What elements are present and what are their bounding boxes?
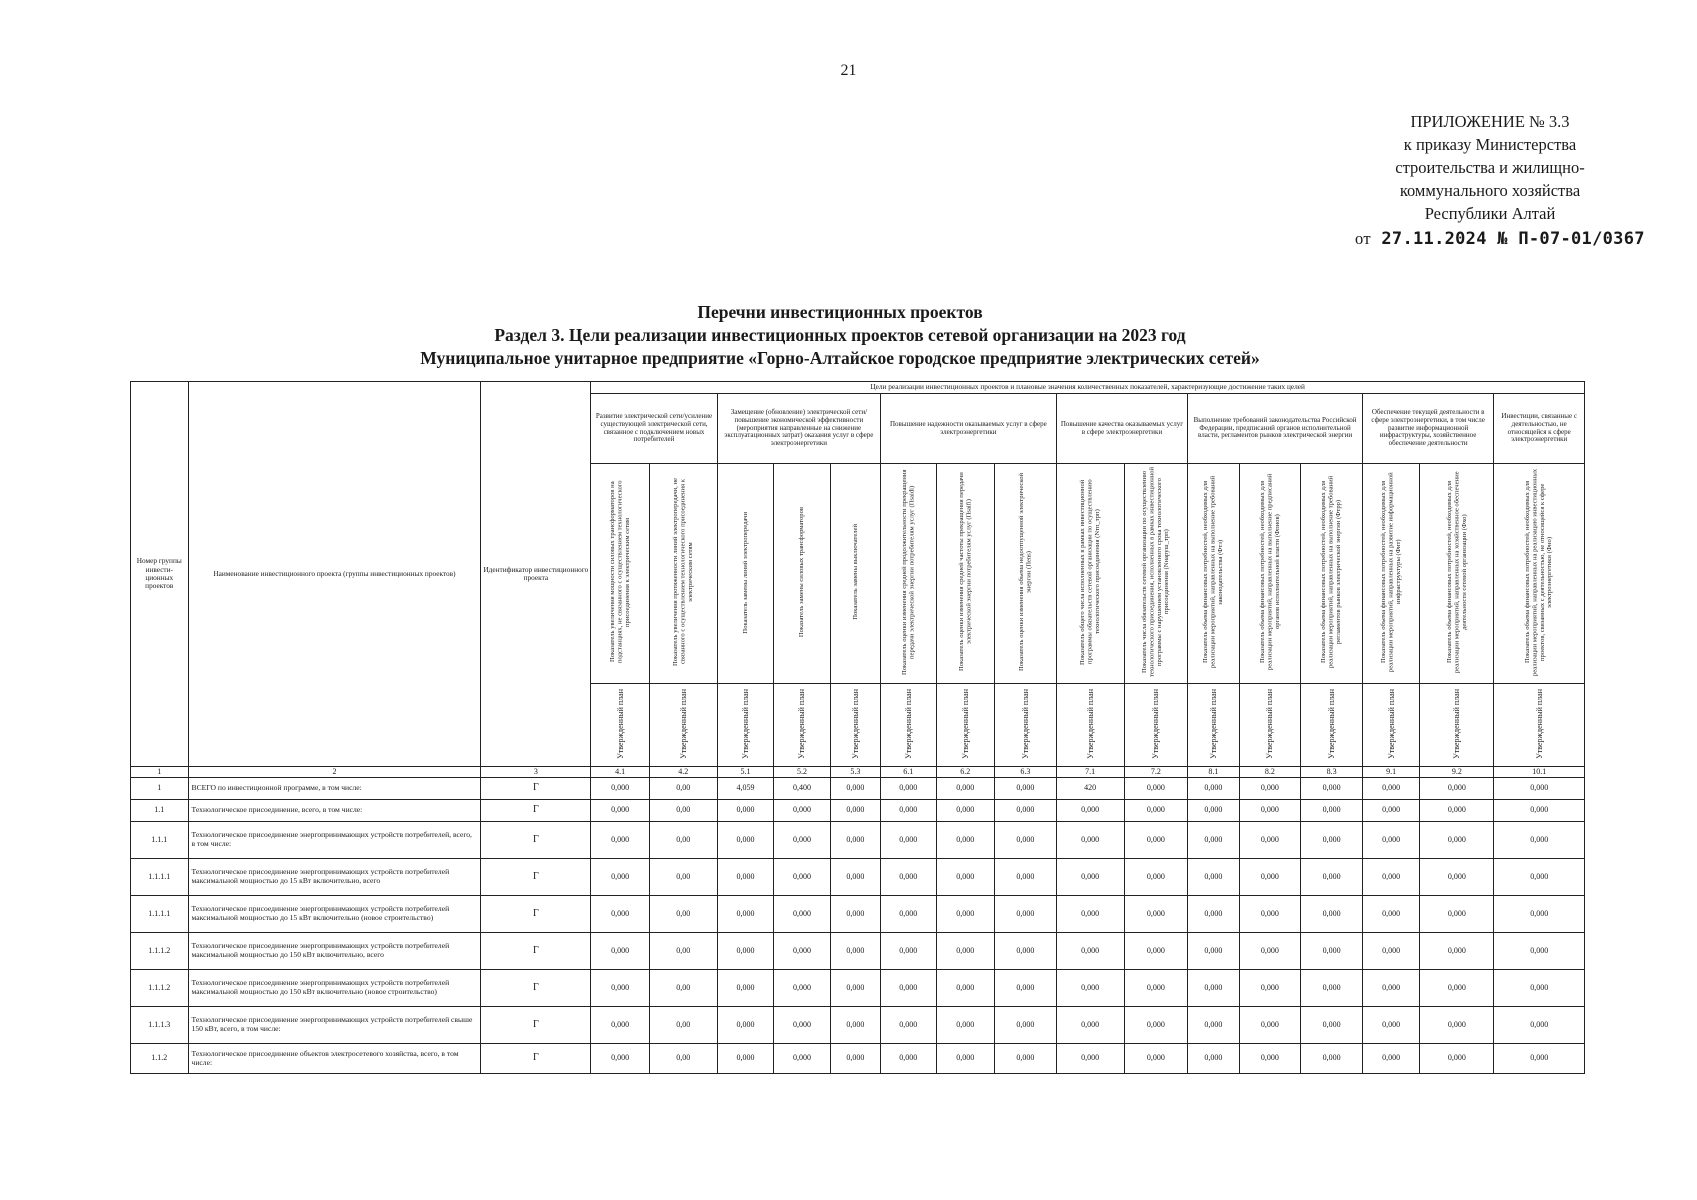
row-value: 0,000	[717, 970, 774, 1007]
row-value: 0,000	[1188, 1007, 1239, 1044]
column-number: 5.2	[774, 767, 831, 778]
row-value: 0,000	[1124, 822, 1188, 859]
row-value: 0,000	[1188, 800, 1239, 822]
row-value: 0,000	[717, 933, 774, 970]
indicator-header	[717, 464, 774, 684]
row-value: 0,000	[1494, 800, 1585, 822]
row-value: 0,000	[1420, 933, 1494, 970]
plan-label: Утвержденный план	[740, 688, 750, 759]
indicator-label: Показатель замены силовых трансформаторов	[798, 507, 806, 638]
table-row	[131, 933, 1585, 970]
row-value: 0,000	[830, 822, 880, 859]
order-reference	[1355, 227, 1645, 251]
row-value: 0,000	[1239, 933, 1301, 970]
row-value: 0,000	[1362, 1044, 1420, 1074]
row-value: 0,000	[1420, 1007, 1494, 1044]
row-value: 0,000	[830, 970, 880, 1007]
plan-header	[1420, 684, 1494, 767]
plan-label: Утвержденный план	[797, 688, 807, 759]
plan-header	[830, 684, 880, 767]
row-value: 0,000	[774, 1044, 831, 1074]
row-value: 0,00	[649, 822, 717, 859]
row-value: 0,000	[1188, 859, 1239, 896]
table-row	[131, 778, 1585, 800]
indicator-label: Показатель объема финансовых потребностей, необходимых для реализации мероприятий, направленных на выполнение предписаний органов исполнительной власти (Фпиов)	[1258, 474, 1281, 671]
row-value: 0,000	[717, 800, 774, 822]
plan-header	[995, 684, 1057, 767]
header-group: Замещение (обновление) электрической сети/повышение экономической эффективности (мероприятия направленные на снижение эксплуатационных затрат) оказания услуг в сфере электроэнергетики	[717, 394, 880, 464]
row-value: 0,000	[936, 896, 995, 933]
row-identifier: Г	[481, 1044, 591, 1074]
row-identifier: Г	[481, 896, 591, 933]
row-value: 0,00	[649, 1007, 717, 1044]
row-value: 0,00	[649, 970, 717, 1007]
order-prefix: от	[1355, 229, 1371, 248]
row-value: 0,000	[717, 1044, 774, 1074]
row-project-name: Технологическое присоединение энергопринимающих устройств потребителей, всего, в том числе:	[188, 822, 481, 859]
row-value: 0,000	[1056, 1044, 1124, 1074]
row-value: 0,000	[591, 859, 650, 896]
row-value: 0,000	[995, 822, 1057, 859]
row-group-number: 1.1.1.1	[131, 896, 189, 933]
row-value: 0,000	[717, 896, 774, 933]
header-goals: Цели реализации инвестиционных проектов и плановые значения количественных показателей, характеризующие достижение таких целей	[591, 382, 1585, 394]
indicator-header	[1124, 464, 1188, 684]
header-project-name: Наименование инвестиционного проекта (группы инвестиционных проектов)	[188, 382, 481, 767]
plan-label: Утвержденный план	[1085, 688, 1095, 759]
row-value: 0,000	[1124, 1007, 1188, 1044]
row-value: 0,000	[830, 778, 880, 800]
row-value: 0,000	[1188, 778, 1239, 800]
row-value: 0,000	[1188, 933, 1239, 970]
table-row	[131, 859, 1585, 896]
indicator-label: Показатель увеличения протяженности линий электропередачи, не связанного с осуществлением технологического присоединения к электрическим сетям	[672, 478, 694, 667]
indicator-header	[1420, 464, 1494, 684]
row-value: 0,000	[1239, 778, 1301, 800]
table-row	[131, 822, 1585, 859]
plan-header	[717, 684, 774, 767]
order-number: 27.11.2024 № П-07-01/0367	[1381, 229, 1645, 249]
row-value: 0,000	[1362, 778, 1420, 800]
indicator-header	[1301, 464, 1363, 684]
column-number: 9.2	[1420, 767, 1494, 778]
row-project-name: Технологическое присоединение энергопринимающих устройств потребителей максимальной мощностью до 15 кВт включительно (новое строительство)	[188, 896, 481, 933]
header-group-number: Номер группы инвести-ционных проектов	[131, 382, 189, 767]
plan-label: Утвержденный план	[1452, 688, 1462, 759]
indicator-label: Показатель объема финансовых потребностей, необходимых для реализации мероприятий, направленных на хозяйственное обеспечение деятельности сетевой организации (Фхо)	[1445, 471, 1468, 674]
row-value: 0,000	[1494, 933, 1585, 970]
row-value: 0,000	[1301, 800, 1363, 822]
column-number: 6.3	[995, 767, 1057, 778]
row-value: 0,000	[881, 800, 936, 822]
header-group: Развитие электрической сети/усиление существующей электрической сети, связанное с подключением новых потребителей	[591, 394, 717, 464]
row-identifier: Г	[481, 1007, 591, 1044]
plan-label: Утвержденный план	[850, 688, 860, 759]
indicator-header	[1239, 464, 1301, 684]
table-row	[131, 1044, 1585, 1074]
header-group: Выполнение требований законодательства Российской Федерации, предписаний органов исполнительной власти, регламентов рынков электрической энергии	[1188, 394, 1363, 464]
row-value: 420	[1056, 778, 1124, 800]
row-value: 0,000	[936, 800, 995, 822]
row-value: 0,000	[774, 1007, 831, 1044]
plan-header	[774, 684, 831, 767]
appendix-line: ПРИЛОЖЕНИЕ № 3.3	[1410, 112, 1570, 131]
row-value: 0,00	[649, 1044, 717, 1074]
row-value: 0,00	[649, 896, 717, 933]
appendix-block	[1355, 110, 1645, 251]
plan-header	[1494, 684, 1585, 767]
indicator-label: Показатель общего числа исполненных в рамках инвестиционной программы обязательств сетевой организации по осуществлению технологического присоединения (Nтп_трп)	[1079, 479, 1101, 665]
column-number: 4.1	[591, 767, 650, 778]
row-value: 0,000	[1301, 933, 1363, 970]
row-value: 0,000	[1362, 970, 1420, 1007]
row-identifier: Г	[481, 970, 591, 1007]
row-value: 0,000	[591, 1044, 650, 1074]
row-project-name: Технологическое присоединение, всего, в том числе:	[188, 800, 481, 822]
indicator-header	[1056, 464, 1124, 684]
row-value: 4,059	[717, 778, 774, 800]
plan-label: Утвержденный план	[960, 688, 970, 759]
plan-header	[936, 684, 995, 767]
row-value: 0,000	[1188, 896, 1239, 933]
row-value: 0,000	[936, 933, 995, 970]
row-value: 0,000	[1420, 859, 1494, 896]
row-value: 0,000	[1420, 1044, 1494, 1074]
row-value: 0,000	[936, 970, 995, 1007]
header-row-top	[131, 382, 1585, 394]
row-value: 0,000	[591, 896, 650, 933]
row-value: 0,00	[649, 800, 717, 822]
indicator-header	[649, 464, 717, 684]
title-line-3: Муниципальное унитарное предприятие «Горно-Алтайское городское предприятие электрических сетей»	[420, 348, 1260, 368]
column-number: 10.1	[1494, 767, 1585, 778]
indicator-label: Показатель оценки изменения объема недоотпущенной электрической энергии (Пens)	[1017, 473, 1033, 672]
row-value: 0,000	[881, 1007, 936, 1044]
plan-label: Утвержденный план	[1534, 688, 1544, 759]
row-value: 0,000	[1056, 822, 1124, 859]
indicator-label: Показатель увеличения мощности силовых трансформаторов на подстанциях, не связанного с осуществлением технологического присоединения к электрическим сетям	[608, 481, 631, 664]
row-value: 0,000	[1494, 822, 1585, 859]
row-value: 0,000	[591, 970, 650, 1007]
row-value: 0,000	[1420, 896, 1494, 933]
indicator-label: Показатель оценки изменения средней частоты прекращения передачи электрической энергии потребителям услуг (Пsaifi)	[957, 472, 973, 672]
row-value: 0,000	[1301, 896, 1363, 933]
row-value: 0,000	[1420, 970, 1494, 1007]
indicator-header	[881, 464, 936, 684]
row-value: 0,000	[1056, 1007, 1124, 1044]
header-group: Инвестиции, связанные с деятельностью, не относящейся к сфере электроэнергетики	[1494, 394, 1585, 464]
row-group-number: 1.1.1.2	[131, 933, 189, 970]
row-value: 0,000	[1239, 800, 1301, 822]
row-value: 0,000	[1239, 822, 1301, 859]
indicator-header	[995, 464, 1057, 684]
page-number: 21	[840, 62, 857, 79]
row-value: 0,000	[1239, 896, 1301, 933]
row-value: 0,000	[881, 896, 936, 933]
row-value: 0,000	[1420, 778, 1494, 800]
row-value: 0,000	[830, 1044, 880, 1074]
column-number: 7.1	[1056, 767, 1124, 778]
row-value: 0,000	[1362, 859, 1420, 896]
row-value: 0,000	[830, 896, 880, 933]
row-value: 0,000	[591, 822, 650, 859]
row-value: 0,000	[830, 800, 880, 822]
row-value: 0,000	[995, 1007, 1057, 1044]
column-number: 3	[481, 767, 591, 778]
row-value: 0,000	[1239, 970, 1301, 1007]
row-value: 0,000	[1301, 1007, 1363, 1044]
row-value: 0,000	[1362, 1007, 1420, 1044]
row-value: 0,000	[1494, 778, 1585, 800]
appendix-line: Республики Алтай	[1424, 204, 1556, 223]
row-value: 0,000	[936, 1044, 995, 1074]
row-value: 0,000	[1301, 859, 1363, 896]
column-number: 5.1	[717, 767, 774, 778]
table-row	[131, 970, 1585, 1007]
row-project-name: Технологическое присоединение объектов электросетевого хозяйства, всего, в том числе:	[188, 1044, 481, 1074]
plan-header	[1188, 684, 1239, 767]
row-value: 0,000	[1362, 933, 1420, 970]
indicator-header	[830, 464, 880, 684]
row-value: 0,000	[936, 1007, 995, 1044]
indicator-label: Показатель объема финансовых потребностей, необходимых для реализации мероприятий, направленных на реализацию инвестиционных проектов, связанных с деятельностью, не относящейся к сфере электроэнергетики (Фно)	[1524, 468, 1554, 676]
row-project-name: Технологическое присоединение энергопринимающих устройств потребителей максимальной мощностью до 150 кВт включительно (новое строительство)	[188, 970, 481, 1007]
plan-label: Утвержденный план	[1386, 688, 1396, 759]
row-value: 0,00	[649, 933, 717, 970]
row-value: 0,000	[1124, 800, 1188, 822]
indicator-label: Показатель оценки изменения средней продолжительности прекращения передачи электрической энергии потребителям услуг (Пsaidi)	[900, 469, 916, 676]
header-group: Повышение надежности оказываемых услуг в сфере электроэнергетики	[881, 394, 1057, 464]
row-identifier: Г	[481, 933, 591, 970]
row-group-number: 1.1	[131, 800, 189, 822]
indicator-label: Показатель объема финансовых потребностей, необходимых для реализации мероприятий, направленных на развитие информационной инфраструктуры (Фит)	[1380, 472, 1402, 673]
row-identifier: Г	[481, 859, 591, 896]
row-group-number: 1	[131, 778, 189, 800]
plan-header	[591, 684, 650, 767]
header-identifier: Идентификатор инвестиционного проекта	[481, 382, 591, 767]
indicator-label: Показатель объема финансовых потребностей, необходимых для реализации мероприятий, направленных на выполнение требований законодательства (Фтз)	[1202, 476, 1225, 669]
header-group: Обеспечение текущей деятельности в сфере электроэнергетики, в том числе развитие информационной инфраструктуры, хозяйственное обеспечение деятельности	[1362, 394, 1494, 464]
document-titles	[300, 301, 1380, 370]
header-group: Повышение качества оказываемых услуг в сфере электроэнергетики	[1056, 394, 1188, 464]
row-project-name: Технологическое присоединение энергопринимающих устройств потребителей максимальной мощностью до 150 кВт включительно, всего	[188, 933, 481, 970]
indicator-header	[936, 464, 995, 684]
plan-header	[1124, 684, 1188, 767]
table-row	[131, 1007, 1585, 1044]
column-number: 8.2	[1239, 767, 1301, 778]
row-value: 0,000	[1056, 896, 1124, 933]
row-value: 0,000	[1239, 859, 1301, 896]
indicator-header	[1494, 464, 1585, 684]
row-value: 0,000	[1124, 859, 1188, 896]
plan-label: Утвержденный план	[1208, 688, 1218, 759]
appendix-line: строительства и жилищно-	[1395, 158, 1585, 177]
header-row-column-numbers	[131, 767, 1585, 778]
row-identifier: Г	[481, 778, 591, 800]
column-number: 8.1	[1188, 767, 1239, 778]
column-number: 1	[131, 767, 189, 778]
column-number: 2	[188, 767, 481, 778]
plan-header	[1362, 684, 1420, 767]
row-value: 0,000	[1124, 1044, 1188, 1074]
row-value: 0,000	[995, 778, 1057, 800]
row-value: 0,000	[1188, 1044, 1239, 1074]
row-value: 0,000	[1301, 1044, 1363, 1074]
row-value: 0,000	[774, 970, 831, 1007]
row-value: 0,000	[995, 1044, 1057, 1074]
row-value: 0,000	[1239, 1044, 1301, 1074]
row-value: 0,000	[995, 933, 1057, 970]
row-value: 0,000	[717, 822, 774, 859]
title-line-2: Раздел 3. Цели реализации инвестиционных проектов сетевой организации на 2023 год	[494, 325, 1186, 345]
row-value: 0,000	[1362, 822, 1420, 859]
appendix-line: к приказу Министерства	[1403, 135, 1577, 154]
row-project-name: ВСЕГО по инвестиционной программе, в том числе:	[188, 778, 481, 800]
plan-header	[1239, 684, 1301, 767]
row-value: 0,000	[1362, 800, 1420, 822]
indicator-header	[1188, 464, 1239, 684]
indicator-label: Показатель замены линий электропередачи	[741, 511, 749, 634]
row-value: 0,000	[591, 778, 650, 800]
column-number: 4.2	[649, 767, 717, 778]
plan-label: Утвержденный план	[1020, 688, 1030, 759]
indicator-label: Показатель объема финансовых потребностей, необходимых для реализации мероприятий, направленных на выполнение требований регламентов рынков электрической энергии (Фтрр)	[1320, 476, 1343, 669]
plan-header	[881, 684, 936, 767]
row-value: 0,000	[1056, 800, 1124, 822]
row-value: 0,000	[830, 859, 880, 896]
row-identifier: Г	[481, 822, 591, 859]
row-value: 0,000	[1188, 970, 1239, 1007]
row-value: 0,000	[881, 822, 936, 859]
plan-header	[649, 684, 717, 767]
appendix-line: коммунального хозяйства	[1399, 181, 1581, 200]
row-value: 0,000	[1420, 800, 1494, 822]
row-value: 0,000	[1056, 970, 1124, 1007]
row-group-number: 1.1.1	[131, 822, 189, 859]
indicator-label: Показатель числа обязательств сетевой организации по осуществлению технологического присоединения, исполненных в рамках инвестиционной программы с нарушением установленного срока технологического присоединения (Nнаруш_трп)	[1141, 467, 1171, 678]
row-value: 0,000	[717, 859, 774, 896]
row-value: 0,000	[1420, 822, 1494, 859]
row-value: 0,000	[995, 896, 1057, 933]
row-value: 0,000	[1124, 896, 1188, 933]
indicator-label: Показатель замены выключателей	[851, 524, 859, 621]
plan-label: Утвержденный план	[903, 688, 913, 759]
plan-label: Утвержденный план	[615, 688, 625, 759]
row-value: 0,000	[1362, 896, 1420, 933]
column-number: 6.2	[936, 767, 995, 778]
row-value: 0,000	[995, 970, 1057, 1007]
row-value: 0,00	[649, 778, 717, 800]
row-value: 0,000	[591, 800, 650, 822]
row-project-name: Технологическое присоединение энергопринимающих устройств потребителей максимальной мощностью до 15 кВт включительно, всего	[188, 859, 481, 896]
plan-label: Утвержденный план	[1327, 688, 1337, 759]
row-value: 0,000	[936, 859, 995, 896]
table-row	[131, 800, 1585, 822]
row-value: 0,000	[1124, 933, 1188, 970]
row-value: 0,000	[995, 800, 1057, 822]
indicator-header	[774, 464, 831, 684]
row-value: 0,000	[1494, 970, 1585, 1007]
row-value: 0,000	[774, 822, 831, 859]
row-value: 0,000	[1494, 1007, 1585, 1044]
row-value: 0,000	[717, 1007, 774, 1044]
column-number: 9.1	[1362, 767, 1420, 778]
plan-label: Утвержденный план	[1265, 688, 1275, 759]
row-value: 0,000	[881, 778, 936, 800]
column-number: 7.2	[1124, 767, 1188, 778]
row-value: 0,000	[830, 933, 880, 970]
row-value: 0,000	[591, 1007, 650, 1044]
row-identifier: Г	[481, 800, 591, 822]
row-value: 0,000	[1124, 970, 1188, 1007]
row-value: 0,000	[1056, 933, 1124, 970]
indicator-header	[591, 464, 650, 684]
row-value: 0,000	[1056, 859, 1124, 896]
row-value: 0,000	[1124, 778, 1188, 800]
row-value: 0,000	[881, 859, 936, 896]
column-number: 8.3	[1301, 767, 1363, 778]
row-value: 0,000	[1188, 822, 1239, 859]
row-project-name: Технологическое присоединение энергопринимающих устройств потребителей свыше 150 кВт, всего, в том числе:	[188, 1007, 481, 1044]
row-group-number: 1.1.1.1	[131, 859, 189, 896]
row-value: 0,00	[649, 859, 717, 896]
row-value: 0,000	[830, 1007, 880, 1044]
row-value: 0,000	[995, 859, 1057, 896]
row-value: 0,000	[774, 859, 831, 896]
row-value: 0,000	[1494, 1044, 1585, 1074]
row-group-number: 1.1.1.2	[131, 970, 189, 1007]
row-value: 0,000	[591, 933, 650, 970]
row-value: 0,000	[881, 970, 936, 1007]
row-value: 0,000	[1301, 822, 1363, 859]
row-value: 0,000	[1301, 970, 1363, 1007]
row-value: 0,000	[774, 933, 831, 970]
row-value: 0,000	[1301, 778, 1363, 800]
table-row	[131, 896, 1585, 933]
investment-goals-table	[130, 381, 1585, 1074]
plan-label: Утвержденный план	[678, 688, 688, 759]
row-value: 0,000	[1494, 859, 1585, 896]
row-group-number: 1.1.1.3	[131, 1007, 189, 1044]
row-value: 0,000	[936, 822, 995, 859]
plan-header	[1301, 684, 1363, 767]
plan-label: Утвержденный план	[1151, 688, 1161, 759]
row-value: 0,000	[881, 1044, 936, 1074]
column-number: 5.3	[830, 767, 880, 778]
row-value: 0,000	[936, 778, 995, 800]
row-group-number: 1.1.2	[131, 1044, 189, 1074]
title-line-1: Перечни инвестиционных проектов	[697, 302, 983, 322]
row-value: 0,000	[881, 933, 936, 970]
row-value: 0,000	[1494, 896, 1585, 933]
plan-header	[1056, 684, 1124, 767]
row-value: 0,000	[774, 800, 831, 822]
row-value: 0,000	[1239, 1007, 1301, 1044]
indicator-header	[1362, 464, 1420, 684]
row-value: 0,000	[774, 896, 831, 933]
column-number: 6.1	[881, 767, 936, 778]
row-value: 0,400	[774, 778, 831, 800]
